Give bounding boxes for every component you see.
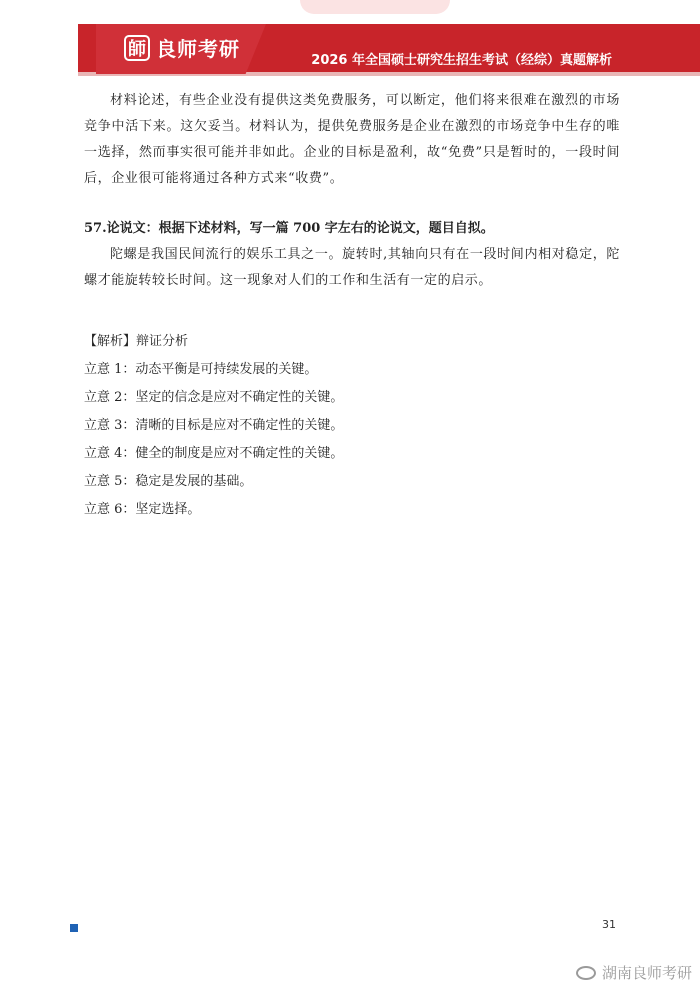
point-item: 立意 4：健全的制度是应对不确定性的关键。 bbox=[84, 446, 344, 461]
paragraph-argument: 材料论述，有些企业没有提供这类免费服务，可以断定，他们将来很难在激烈的市场竞争中活下来。这欠妥当。材料认为，提供免费服务是企业在激烈的市场竞争中生存的唯一选择，然而事实很可能并非如此。企业的目标是盈利，故“免费”只是暂时的，一段时间后，企业很可能将通过各种方式来“收费”。 bbox=[84, 93, 620, 186]
logo-mark-icon: 師 bbox=[124, 35, 150, 61]
analysis-section bbox=[84, 328, 620, 524]
page-content bbox=[84, 88, 620, 524]
analysis-label: 【解析】辩证分析 bbox=[84, 334, 189, 349]
point-item: 立意 3：清晰的目标是应对不确定性的关键。 bbox=[84, 418, 344, 433]
watermark bbox=[576, 962, 692, 983]
watermark-text: 湖南良师考研 bbox=[601, 964, 692, 982]
paragraph-material: 陀螺是我国民间流行的娱乐工具之一。旋转时,其轴向只有在一段时间内相对稳定，陀螺才能旋转较长时间。这一现象对人们的工作和生活有一定的启示。 bbox=[84, 247, 620, 288]
point-item: 立意 1：动态平衡是可持续发展的关键。 bbox=[84, 362, 318, 377]
point-item: 立意 2：坚定的信念是应对不确定性的关键。 bbox=[84, 390, 344, 405]
weibo-icon bbox=[576, 966, 596, 980]
page-number: 31 bbox=[602, 918, 616, 931]
point-item: 立意 5：稳定是发展的基础。 bbox=[84, 474, 253, 489]
brand-logo bbox=[124, 33, 240, 62]
document-title: 2026 年全国硕士研究生招生考试（经综）真题解析 bbox=[311, 53, 612, 68]
footer-marker bbox=[70, 924, 78, 932]
question-heading: 57.论说文：根据下述材料，写一篇 700 字左右的论说文，题目自拟。 bbox=[84, 221, 494, 236]
point-item: 立意 6：坚定选择。 bbox=[84, 502, 201, 517]
top-decoration bbox=[300, 0, 450, 14]
logo-text: 良师考研 bbox=[156, 37, 240, 61]
